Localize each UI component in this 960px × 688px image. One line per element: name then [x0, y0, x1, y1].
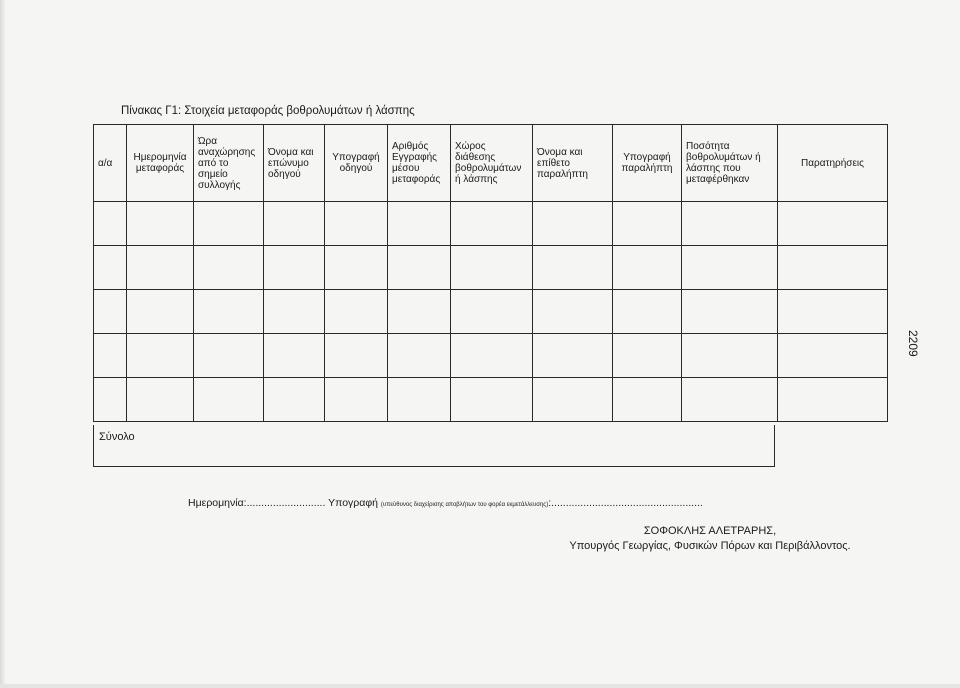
table-cell[interactable]	[533, 378, 613, 422]
table-row	[94, 202, 888, 246]
table-cell[interactable]	[682, 290, 778, 334]
table-cell[interactable]	[325, 334, 388, 378]
table-cell[interactable]	[533, 290, 613, 334]
table-cell[interactable]	[778, 290, 888, 334]
table-cell[interactable]	[264, 202, 325, 246]
table-cell[interactable]	[264, 246, 325, 290]
table-cell[interactable]	[613, 334, 682, 378]
col-driver-name: Όνομα και επώνυμο οδηγού	[264, 125, 325, 202]
table-cell[interactable]	[325, 290, 388, 334]
table-cell[interactable]	[127, 334, 194, 378]
col-aa: α/α	[94, 125, 127, 202]
total-row[interactable]	[93, 425, 775, 467]
table-cell[interactable]	[682, 202, 778, 246]
table-cell[interactable]	[682, 246, 778, 290]
table-cell[interactable]	[325, 202, 388, 246]
table-caption: Πίνακας Γ1: Στοιχεία μεταφοράς βοθρολυμάτων ή λάσπης	[121, 105, 415, 117]
table-cell[interactable]	[682, 378, 778, 422]
date-label: Ημερομηνία:	[188, 497, 247, 509]
table-cell[interactable]	[778, 378, 888, 422]
header-row	[94, 125, 888, 202]
table-cell[interactable]	[451, 202, 533, 246]
table-cell[interactable]	[325, 246, 388, 290]
table-cell[interactable]	[388, 290, 451, 334]
table-cell[interactable]	[127, 378, 194, 422]
transport-table	[93, 124, 888, 422]
table-cell[interactable]	[613, 246, 682, 290]
table-cell[interactable]	[613, 202, 682, 246]
col-quantity: Ποσότητα βοθρολυμάτων ή λάσπης που μεταφέρθηκαν	[682, 125, 778, 202]
table-row	[94, 334, 888, 378]
table-cell[interactable]	[94, 334, 127, 378]
table-cell[interactable]	[194, 290, 264, 334]
table-cell[interactable]	[778, 246, 888, 290]
col-driver-signature: Υπογραφή οδηγού	[325, 125, 388, 202]
signatory-title: Υπουργός Γεωργίας, Φυσικών Πόρων και Περιβάλλοντος.	[569, 540, 851, 552]
table-cell[interactable]	[451, 290, 533, 334]
table-cell[interactable]	[194, 202, 264, 246]
col-vehicle-registration: Αριθμός Εγγραφής μέσου μεταφοράς	[388, 125, 451, 202]
table-cell[interactable]	[682, 334, 778, 378]
table-cell[interactable]	[613, 290, 682, 334]
table-cell[interactable]	[94, 246, 127, 290]
table-cell[interactable]	[127, 202, 194, 246]
total-label: Σύνολο	[99, 431, 135, 443]
table-cell[interactable]	[533, 246, 613, 290]
col-departure-time: Ώρα αναχώρησης από το σημείο συλλογής	[194, 125, 264, 202]
table-cell[interactable]	[451, 334, 533, 378]
table-cell[interactable]	[451, 378, 533, 422]
table-cell[interactable]	[388, 378, 451, 422]
table-cell[interactable]	[778, 202, 888, 246]
table-cell[interactable]	[388, 202, 451, 246]
table-cell[interactable]	[388, 334, 451, 378]
table-cell[interactable]	[194, 246, 264, 290]
table-cell[interactable]	[533, 334, 613, 378]
table-cell[interactable]	[388, 246, 451, 290]
table-cell[interactable]	[325, 378, 388, 422]
footer-line	[188, 497, 703, 509]
table-cell[interactable]	[778, 334, 888, 378]
col-recipient-name: Όνομα και επίθετο παραλήπτη	[533, 125, 613, 202]
col-disposal-site: Χώρος διάθεσης βοθρολυμάτων ή λάσπης	[451, 125, 533, 202]
signature-label: Υπογραφή	[328, 497, 378, 509]
signatory-block	[560, 524, 860, 554]
table-row	[94, 290, 888, 334]
page-side-number: 2209	[906, 330, 920, 357]
signature-note: (υπεύθυνος διαχείρισης αποβλήτων του φορέα εκμετάλλευσης)	[380, 502, 549, 508]
table-cell[interactable]	[533, 202, 613, 246]
signature-blank[interactable]: :....................................................	[548, 497, 703, 509]
table-cell[interactable]	[194, 334, 264, 378]
table-cell[interactable]	[127, 246, 194, 290]
col-remarks: Παρατηρήσεις	[778, 125, 888, 202]
table-cell[interactable]	[451, 246, 533, 290]
table-cell[interactable]	[264, 378, 325, 422]
table-cell[interactable]	[94, 290, 127, 334]
table-cell[interactable]	[127, 290, 194, 334]
scan-edge-bottom	[0, 684, 960, 688]
table-cell[interactable]	[613, 378, 682, 422]
table-cell[interactable]	[264, 290, 325, 334]
table-cell[interactable]	[94, 378, 127, 422]
col-date: Ημερομηνία μεταφοράς	[127, 125, 194, 202]
table-row	[94, 246, 888, 290]
signatory-name: ΣΟΦΟΚΛΗΣ ΑΛΕΤΡΑΡΗΣ,	[643, 525, 777, 537]
scan-edge-left	[0, 0, 6, 688]
table-row	[94, 378, 888, 422]
col-recipient-signature: Υπογραφή παραλήπτη	[613, 125, 682, 202]
table-cell[interactable]	[94, 202, 127, 246]
date-blank[interactable]: ...........................	[246, 497, 326, 509]
table-cell[interactable]	[194, 378, 264, 422]
table-cell[interactable]	[264, 334, 325, 378]
